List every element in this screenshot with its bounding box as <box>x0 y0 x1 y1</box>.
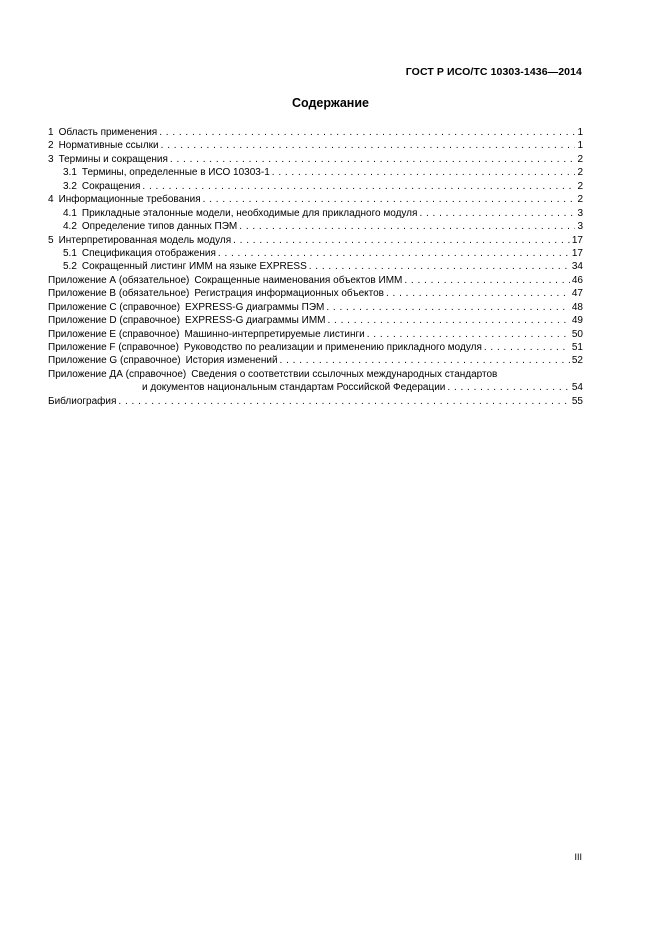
toc-entry[interactable] <box>48 274 583 287</box>
toc-entry-page: 2 <box>577 194 583 206</box>
document-header: ГОСТ Р ИСО/ТС 10303-1436—2014 <box>405 66 582 78</box>
toc-entry-number: Приложение F (справочное) <box>48 342 179 353</box>
toc-entry-text: EXPRESS-G диаграммы ИММ <box>185 315 326 327</box>
toc-entry-text: и документов национальным стандартам Российской Федерации <box>142 382 446 394</box>
toc-leader-dots <box>170 153 576 166</box>
toc-entry[interactable] <box>48 301 583 314</box>
toc-entry-label <box>48 368 497 381</box>
toc-leader-dots <box>447 381 569 394</box>
toc-entry-label <box>63 260 307 273</box>
toc-entry-label <box>48 126 157 139</box>
toc-entry-number: 3.2 <box>63 180 77 192</box>
toc-entry-label <box>63 180 140 193</box>
toc-entry-page: 50 <box>571 328 583 340</box>
toc-entry-text: EXPRESS-G диаграммы ПЭМ <box>185 301 325 313</box>
toc-entry[interactable] <box>48 207 583 220</box>
toc-entry-page: 46 <box>571 274 583 286</box>
toc-entry-text: Сокращенный листинг ИММ на языке EXPRESS <box>81 261 307 273</box>
toc-entry-page: 47 <box>571 288 583 300</box>
toc-entry[interactable] <box>48 153 583 166</box>
toc-entry-page: 54 <box>571 382 583 394</box>
toc-entry-number: Приложение Е (справочное) <box>48 328 180 340</box>
page-number: III <box>574 852 582 862</box>
toc-entry-text: Машинно-интерпретируемые листинги <box>184 328 365 340</box>
toc-entry[interactable] <box>48 381 583 394</box>
toc-entry-number: 2 <box>48 140 54 152</box>
toc-leader-dots <box>280 354 570 367</box>
toc-entry[interactable] <box>48 314 583 327</box>
toc-entry-page: 34 <box>571 261 583 273</box>
toc-leader-dots <box>161 139 576 152</box>
toc-entry-page: 3 <box>577 207 583 219</box>
toc-entry-text: Сокращения <box>81 180 141 192</box>
toc-entry-text: Регистрация информационных объектов <box>194 288 384 300</box>
toc-leader-dots <box>367 328 570 341</box>
toc-entry-label <box>63 166 270 179</box>
toc-entry-text: Область применения <box>58 127 158 138</box>
toc-entry-text: Спецификация отображения <box>81 247 216 259</box>
toc-leader-dots <box>118 395 569 408</box>
toc-leader-dots <box>326 301 570 314</box>
toc-entry-number: 4 <box>48 194 54 206</box>
toc-entry[interactable] <box>48 126 583 139</box>
toc-entry-text: Термины, определенные в ИСО 10303-1 <box>81 167 270 179</box>
toc-entry-text: Определение типов данных ПЭМ <box>81 221 238 233</box>
toc-entry-label <box>63 247 216 260</box>
toc-entry-number: 3.1 <box>63 167 77 179</box>
toc-entry-page: 48 <box>571 301 583 313</box>
toc-entry-page: 52 <box>571 355 583 367</box>
toc-entry-page: 55 <box>571 395 583 407</box>
toc-entry-label <box>48 274 402 287</box>
toc-entry-text: История изменений <box>185 355 278 367</box>
toc-entry[interactable] <box>48 220 583 233</box>
toc-entry-page: 17 <box>571 234 583 246</box>
toc-entry-text: Интерпретированная модель модуля <box>58 234 232 246</box>
toc-entry-page: 1 <box>577 127 583 138</box>
toc-entry-label <box>48 395 116 408</box>
toc-entry-label <box>48 287 384 300</box>
toc-entry[interactable] <box>48 341 583 354</box>
toc-entry-number: 4.1 <box>63 207 77 219</box>
toc-entry-number: 3 <box>48 153 54 165</box>
toc-entry-number: 5.2 <box>63 261 77 273</box>
toc-leader-dots <box>484 341 570 354</box>
toc-entry-page: 2 <box>577 167 583 179</box>
toc-entry-number: 1 <box>48 127 54 138</box>
toc-entry-label <box>48 153 168 166</box>
toc-leader-dots <box>239 220 575 233</box>
toc-entry-number: Приложение А (обязательное) <box>48 274 190 286</box>
toc-entry-label <box>63 220 237 233</box>
toc-leader-dots <box>218 247 570 260</box>
toc-entry-text: Информационные требования <box>58 194 201 206</box>
toc-entry-number: Приложение С (справочное) <box>48 301 181 313</box>
toc-entry-page: 49 <box>571 315 583 327</box>
table-of-contents <box>48 126 583 408</box>
toc-entry[interactable] <box>48 368 583 381</box>
toc-leader-dots <box>159 126 575 139</box>
toc-entry-page: 17 <box>571 247 583 259</box>
toc-leader-dots <box>327 314 569 327</box>
toc-entry-number: 5.1 <box>63 247 77 259</box>
toc-entry-number: Приложение В (обязательное) <box>48 288 190 300</box>
toc-entry-label <box>142 381 445 394</box>
toc-entry-label <box>63 207 417 220</box>
toc-entry[interactable] <box>48 287 583 300</box>
toc-entry[interactable] <box>48 166 583 179</box>
toc-leader-dots <box>203 193 576 206</box>
toc-entry[interactable] <box>48 260 583 273</box>
toc-entry-label <box>48 234 231 247</box>
toc-leader-dots <box>309 260 570 273</box>
toc-entry[interactable] <box>48 354 583 367</box>
toc-leader-dots <box>419 207 575 220</box>
toc-entry[interactable] <box>48 234 583 247</box>
toc-entry-number: Приложение D (справочное) <box>48 315 181 327</box>
toc-entry-number: 4.2 <box>63 221 77 233</box>
toc-entry-label <box>48 301 324 314</box>
toc-entry-text: Нормативные ссылки <box>58 140 159 152</box>
toc-entry[interactable] <box>48 139 583 152</box>
toc-entry[interactable] <box>48 193 583 206</box>
toc-leader-dots <box>404 274 570 287</box>
toc-entry-text: Прикладные эталонные модели, необходимые для прикладного модуля <box>81 207 418 219</box>
toc-entry-label <box>48 193 201 206</box>
toc-entry[interactable] <box>48 395 583 408</box>
toc-entry-text: Термины и сокращения <box>58 153 168 165</box>
toc-entry-page: 2 <box>577 153 583 165</box>
toc-entry[interactable] <box>48 180 583 193</box>
toc-entry-label <box>48 139 159 152</box>
toc-entry-label <box>48 354 278 367</box>
toc-entry-text: Сведения о соответствии ссылочных международных стандартов <box>191 368 498 380</box>
toc-entry-text: Руководство по реализации и применению прикладного модуля <box>183 342 482 353</box>
toc-entry-label <box>48 341 482 354</box>
toc-leader-dots <box>386 287 570 300</box>
toc-leader-dots <box>272 166 576 179</box>
toc-entry-text: Библиография <box>48 395 117 407</box>
toc-entry-label <box>48 314 325 327</box>
toc-entry[interactable] <box>48 247 583 260</box>
toc-entry-number: Приложение G (справочное) <box>48 355 181 367</box>
page-title: Содержание <box>291 96 369 110</box>
toc-entry-number: 5 <box>48 234 54 246</box>
toc-entry[interactable] <box>48 328 583 341</box>
toc-entry-page: 2 <box>577 180 583 192</box>
toc-entry-number: Приложение ДА (справочное) <box>48 368 187 380</box>
toc-entry-page: 1 <box>577 140 583 152</box>
toc-entry-text: Сокращенные наименования объектов ИММ <box>194 274 403 286</box>
toc-entry-label <box>48 328 365 341</box>
toc-leader-dots <box>233 234 570 247</box>
toc-entry-page: 51 <box>571 342 583 353</box>
toc-leader-dots <box>142 180 575 193</box>
toc-entry-page: 3 <box>577 221 583 233</box>
